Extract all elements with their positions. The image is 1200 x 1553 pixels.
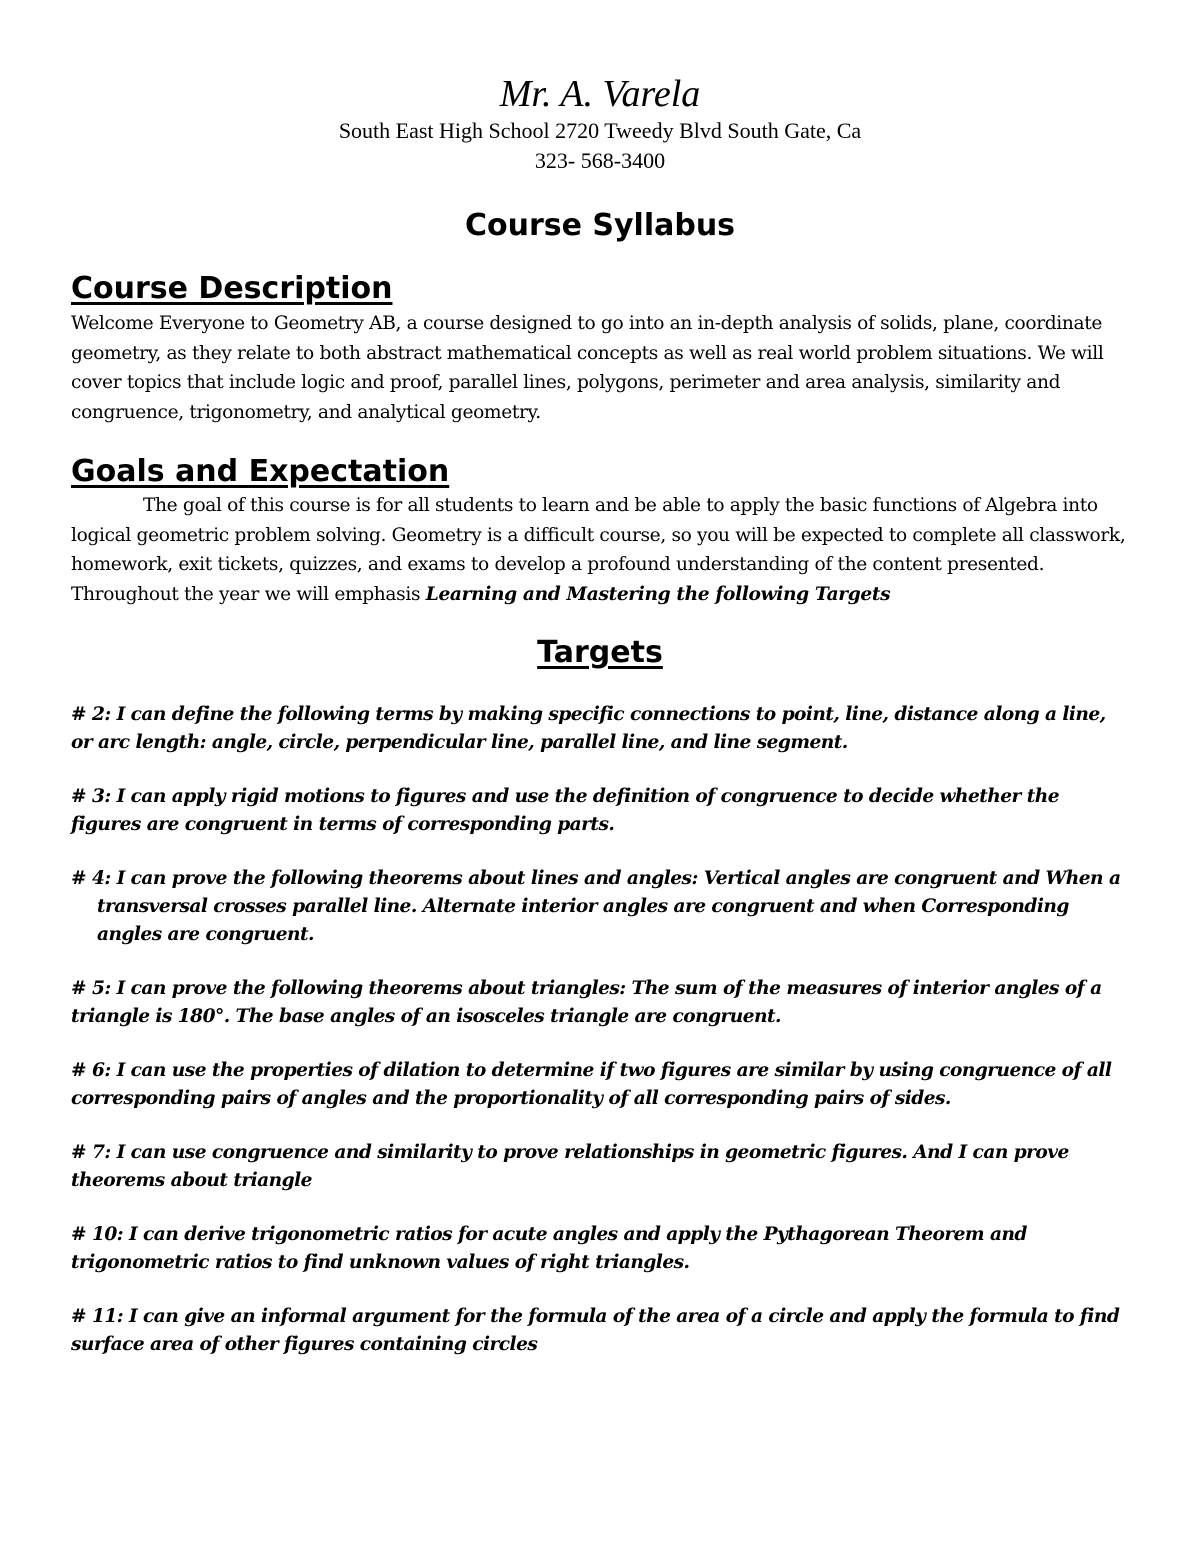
target-item: # 7: I can use congruence and similarity to prove relationships in geometric figures. And I can prove theorems about triangle [71,1142,1069,1191]
goals-body: The goal of this course is for all students to learn and be able to apply the basic functions of Algebra into logical geometric problem solving. Geometry is a difficult course, so you will be expected to complete all classwork, homework, exit tickets, quizzes, and exams to develop a profound understanding of the content presented. Throughout the year we will emphasis [71,495,1126,605]
target-item: # 3: I can apply rigid motions to figures and use the definition of congruence to decide whether the figures are congruent in terms of corresponding parts. [71,786,1060,835]
page-title: Course Syllabus [464,208,736,243]
target-item: # 4: I can prove the following theorems about lines and angles: Vertical angles are congruent and When a transversal crosses parallel line. Alternate interior angles are congruent and when Corresponding angles are congruent. [71,868,1121,945]
target-item: # 11: I can give an informal argument for the formula of the area of a circle and apply the formula to find surface area of other figures containing circles [71,1306,1120,1355]
teacher-name: Mr. A. Varela [499,73,701,115]
goals-text [71,491,1131,609]
target-item: # 10: I can derive trigonometric ratios for acute angles and apply the Pythagorean Theorem and trigonometric ratios to find unknown values of right triangles. [71,1224,1027,1273]
target-item: # 2: I can define the following terms by making specific connections to point, line, distance along a line, or arc length: angle, circle, perpendicular line, parallel line, and line segment. [71,704,1106,753]
goals-heading: Goals and Expectation [71,454,450,489]
goals-emphasis: Learning and Mastering the following Targets [425,583,891,605]
targets-list [71,701,1131,1385]
school-address: South East High School 2720 Tweedy Blvd South Gate, Ca [338,118,862,143]
targets-heading: Targets [537,635,663,670]
target-item: # 5: I can prove the following theorems about triangles: The sum of the measures of interior angles of a triangle is 180°. The base angles of an isosceles triangle are congruent. [71,978,1102,1027]
target-item: # 6: I can use the properties of dilation to determine if two figures are similar by using congruence of all corresponding pairs of angles and the proportionality of all corresponding pairs of sides. [71,1060,1112,1109]
school-phone: 323- 568-3400 [534,148,666,173]
course-description-heading: Course Description [71,271,393,306]
course-description-text: Welcome Everyone to Geometry AB, a course designed to go into an in-depth analysis of solids, plane, coordinate geometry, as they relate to both abstract mathematical concepts as well as real world problem situations. We will cover topics that include logic and proof, parallel lines, polygons, perimeter and area analysis, similarity and congruence, trigonometry, and analytical geometry. [71,313,1104,423]
